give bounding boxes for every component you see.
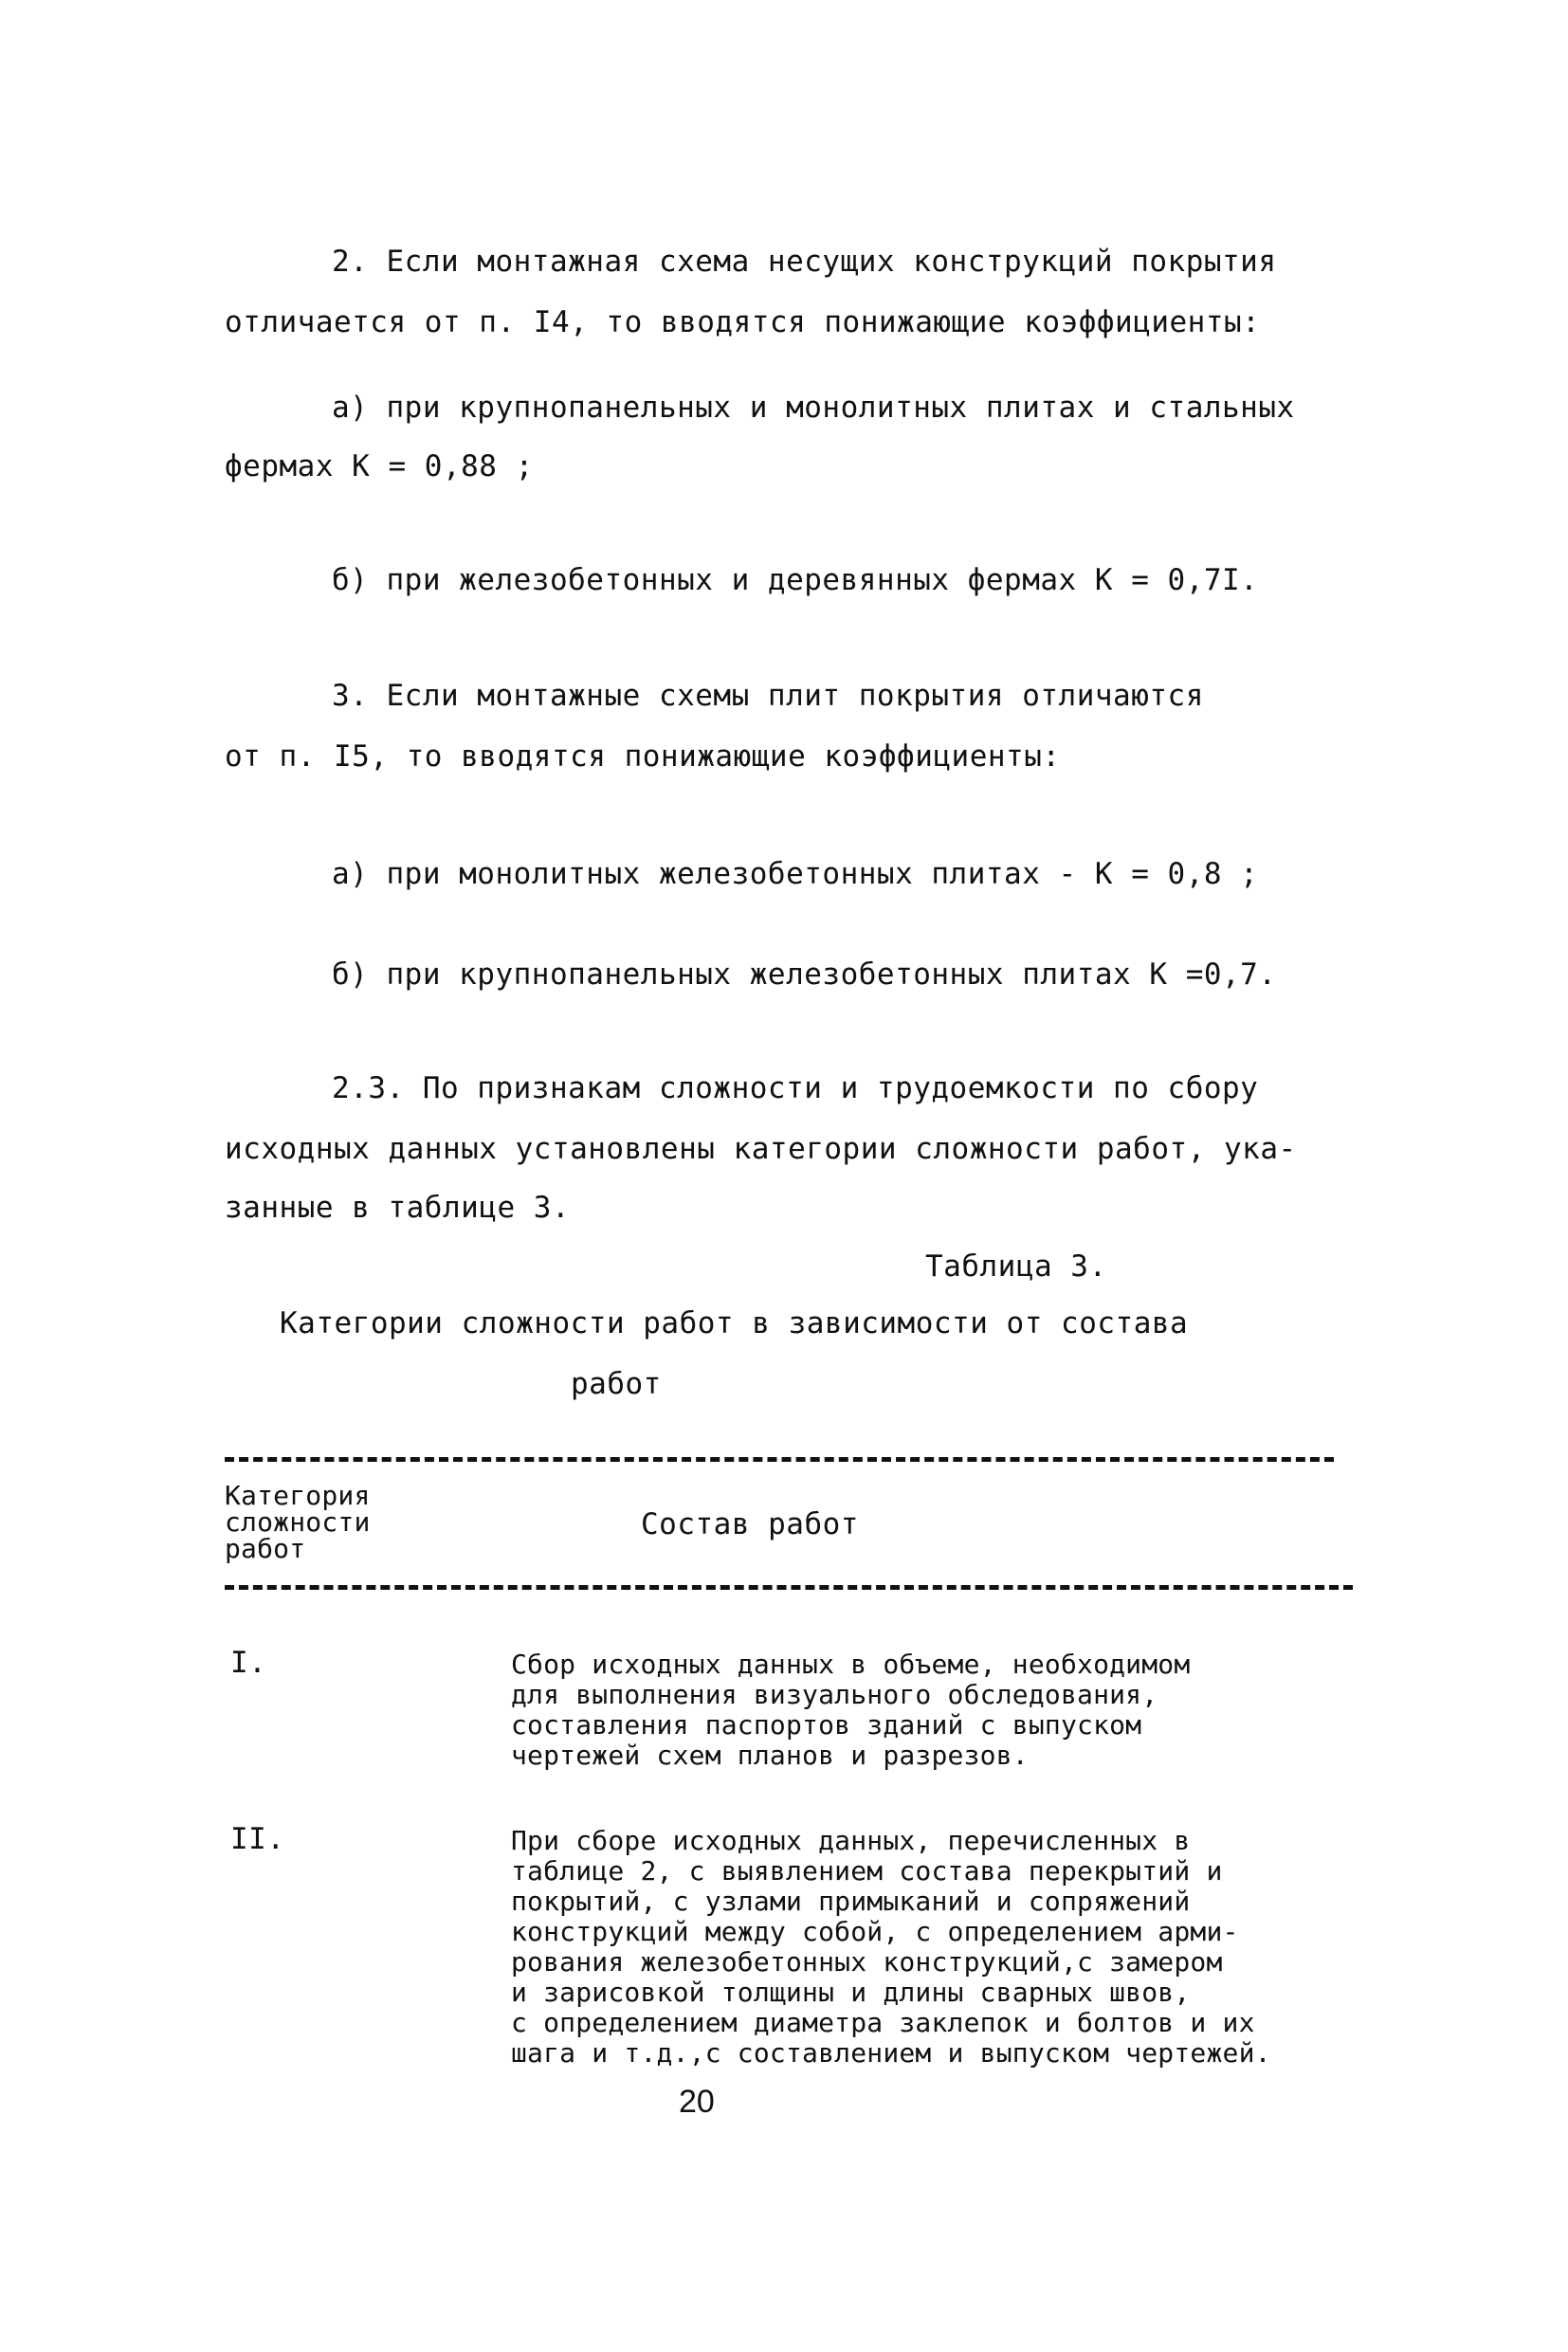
table-row-text-line: составления паспортов зданий с выпуском xyxy=(511,1709,1142,1741)
table-caption-line-1: Категории сложности работ в зависимости от состава xyxy=(280,1306,1189,1340)
table-row-text-line: с определением диаметра заклепок и болтов и их xyxy=(511,2007,1255,2038)
para-3a: а) при монолитных железобетонных плитах - К = 0,8 ; xyxy=(332,857,1259,891)
table-row-text-line: покрытий, с узлами примыканий и сопряжений xyxy=(511,1886,1191,1917)
table-row-text-line: рования железобетонных конструкций,с замером xyxy=(511,1946,1223,1978)
table-row-text-line: шага и т.д.,с составлением и выпуском чертежей. xyxy=(511,2037,1271,2069)
header-category-line-2: сложности xyxy=(225,1506,371,1538)
header-category-line-1: Категория xyxy=(225,1480,371,1511)
table-top-rule xyxy=(225,1457,1334,1462)
para-2-3-line-2: исходных данных установлены категории сложности работ, ука- xyxy=(225,1132,1297,1166)
para-2a-line-1: а) при крупнопанельных и монолитных плитах и стальных xyxy=(332,391,1295,425)
para-2-line-2: отличается от п. I4, то вводятся понижающие коэффициенты: xyxy=(225,305,1261,339)
table-row-text-line: для выполнения визуального обследования, xyxy=(511,1679,1158,1710)
table-row-category: I. xyxy=(230,1646,267,1680)
para-2-3-line-1: 2.3. По признакам сложности и трудоемкости по сбору xyxy=(332,1071,1259,1105)
table-row-text-line: Сбор исходных данных в объеме, необходимом xyxy=(511,1649,1191,1680)
table-row-text-line: и зарисовкой толщины и длины сварных швов, xyxy=(511,1977,1191,2008)
para-2-line-1: 2. Если монтажная схема несущих конструкций покрытия xyxy=(332,245,1277,279)
page-number: 20 xyxy=(679,2084,715,2120)
table-row-text-line: конструкций между собой, с определением арми- xyxy=(511,1916,1239,1947)
para-3-line-1: 3. Если монтажные схемы плит покрытия отличаются xyxy=(332,679,1204,713)
table-row-category: II. xyxy=(230,1822,285,1856)
para-3-line-2: от п. I5, то вводятся понижающие коэффициенты: xyxy=(225,739,1061,774)
header-category-line-3: работ xyxy=(225,1533,306,1564)
table-row-text-line: таблице 2, с выявлением состава перекрытий и xyxy=(511,1855,1223,1887)
table-row-text-line: При сборе исходных данных, перечисленных в xyxy=(511,1825,1191,1856)
para-2a-line-2: фермах К = 0,88 ; xyxy=(225,449,534,483)
header-composition: Состав работ xyxy=(641,1507,859,1541)
para-2-3-line-3: занные в таблице 3. xyxy=(225,1191,571,1225)
para-2b: б) при железобетонных и деревянных фермах К = 0,7I. xyxy=(332,563,1259,597)
para-3b: б) при крупнопанельных железобетонных плитах К =0,7. xyxy=(332,957,1277,992)
table-caption-line-2: работ xyxy=(571,1367,662,1401)
table-label: Таблица 3. xyxy=(925,1249,1107,1284)
table-row-text-line: чертежей схем планов и разрезов. xyxy=(511,1740,1029,1771)
table-header-rule xyxy=(225,1585,1353,1590)
